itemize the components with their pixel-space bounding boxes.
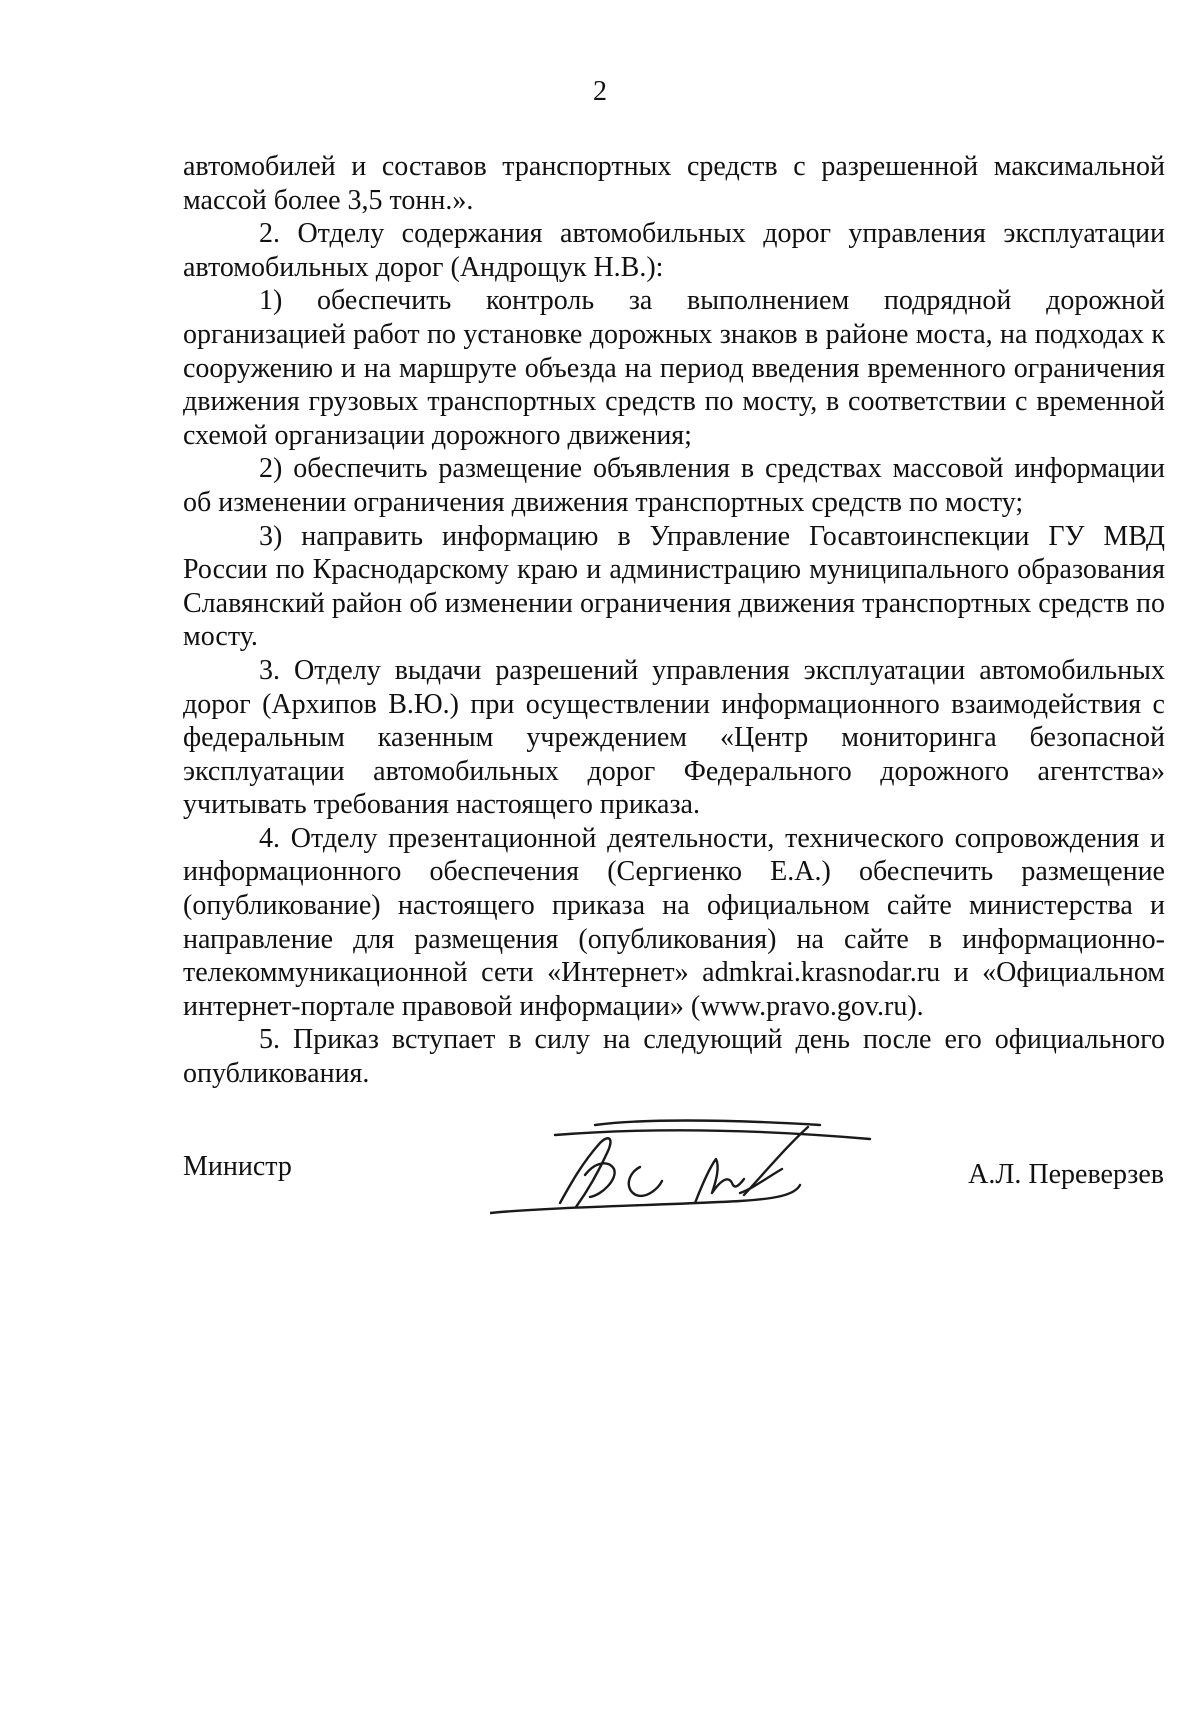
handwritten-signature xyxy=(490,1115,910,1225)
paragraph-subitem-3: 3) направить информацию в Управление Госавтоинспекции ГУ МВД России по Краснодарскому краю и администрацию муниципального образования Славянский район об изменении ограничения движения транспортных средств по мосту. xyxy=(183,520,1165,653)
paragraph-item-2: 2. Отделу содержания автомобильных дорог управления эксплуатации автомобильных дорог (Андрощук Н.В.): xyxy=(183,218,1165,283)
signatory-title: Министр xyxy=(183,1151,292,1182)
document-body xyxy=(183,150,1165,1091)
signature-block xyxy=(0,1115,1200,1245)
paragraph-subitem-1: 1) обеспечить контроль за выполнением подрядной дорожной организацией работ по установке дорожных знаков в районе моста, на подходах к сооружению и на маршруте объезда на период введения временного ограничения движения грузовых транспортных средств по мосту, в соответствии с временной схемой организации дорожного движения; xyxy=(183,285,1165,451)
paragraph-continuation: автомобилей и составов транспортных средств с разрешенной максимальной массой более 3,5 тонн.». xyxy=(183,151,1165,216)
paragraph-item-5: 5. Приказ вступает в силу на следующий день после его официального опубликования. xyxy=(183,1024,1165,1090)
paragraph-subitem-2: 2) обеспечить размещение объявления в средствах массовой информации об изменении ограничения движения транспортных средств по мосту; xyxy=(183,453,1165,518)
paragraph-item-4: 4. Отделу презентационной деятельности, технического сопровождения и информационного обеспечения (Сергиенко Е.А.) обеспечить размещение (опубликование) настоящего приказа на официальном сайте министерства и направление для размещения (опубликования) на сайте в информационно-телекоммуникационной сети «Интернет» admkrai.krasnodar.ru и «Официальном интернет-портале правовой информации» (www.pravo.gov.ru). xyxy=(183,822,1165,1022)
paragraph-item-3: 3. Отделу выдачи разрешений управления эксплуатации автомобильных дорог (Архипов В.Ю.) при осуществлении информационного взаимодействия с федеральным казенным учреждением «Центр мониторинга безопасной эксплуатации автомобильных дорог Федерального дорожного агентства» учитывать требования настоящего приказа. xyxy=(183,654,1165,821)
page-number: 2 xyxy=(593,76,607,107)
signatory-name: А.Л. Переверзев xyxy=(968,1159,1164,1190)
